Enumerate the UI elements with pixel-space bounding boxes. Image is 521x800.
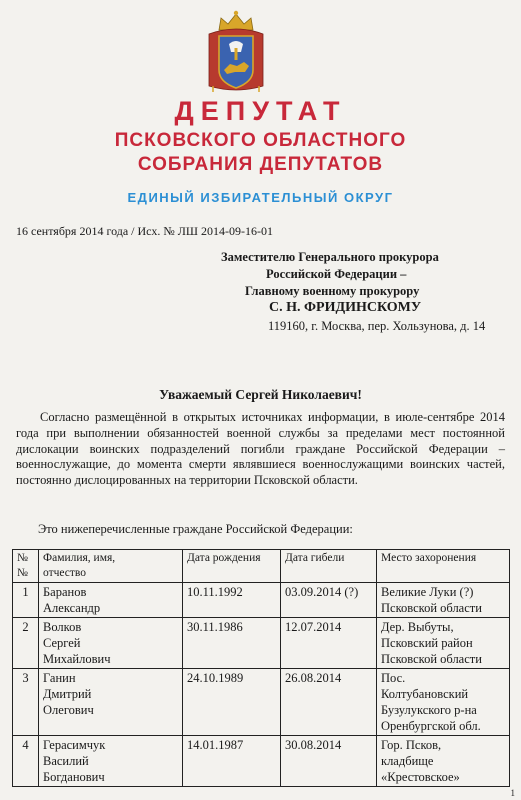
row-num: 4 bbox=[13, 736, 39, 787]
letterhead-title: ДЕПУТАТ bbox=[174, 96, 347, 126]
row-death: 03.09.2014 (?) bbox=[281, 583, 377, 618]
addressee-line-1: Заместителю Генерального прокурора bbox=[221, 250, 439, 264]
header-name-line-2: отчество bbox=[43, 567, 87, 579]
page-number: 1 bbox=[510, 788, 515, 798]
date-reference: 16 сентября 2014 года / Исх. № ЛШ 2014-09-16-01 bbox=[16, 224, 274, 238]
row-name-line: Баранов bbox=[43, 585, 87, 599]
header-name bbox=[39, 550, 183, 583]
table-header-row bbox=[13, 550, 510, 583]
row-death: 26.08.2014 bbox=[281, 669, 377, 736]
addressee-address: 119160, г. Москва, пер. Хользунова, д. 14 bbox=[268, 319, 486, 333]
intro-line: Это нижеперечисленные граждане Российской Федерации: bbox=[38, 522, 353, 536]
table-row bbox=[13, 618, 510, 669]
row-burial bbox=[377, 736, 510, 787]
table-row bbox=[13, 669, 510, 736]
header-burial: Место захоронения bbox=[377, 550, 510, 583]
addressee-name: С. Н. ФРИДИНСКОМУ bbox=[269, 300, 422, 315]
row-name-line: Герасимчук bbox=[43, 738, 106, 752]
row-name-line: Василий bbox=[43, 754, 89, 768]
row-burial bbox=[377, 669, 510, 736]
letterhead-line-2: СОБРАНИЯ ДЕПУТАТОВ bbox=[137, 154, 384, 175]
row-name-line: Дмитрий bbox=[43, 687, 92, 701]
row-death: 12.07.2014 bbox=[281, 618, 377, 669]
victims-table bbox=[12, 549, 510, 787]
letterhead-district: ЕДИНЫЙ ИЗБИРАТЕЛЬНЫЙ ОКРУГ bbox=[127, 190, 394, 205]
row-name-line: Волков bbox=[43, 620, 82, 634]
row-num: 1 bbox=[13, 583, 39, 618]
table-row bbox=[13, 736, 510, 787]
row-burial-line: Оренбургской обл. bbox=[381, 719, 481, 733]
row-name-line: Олегович bbox=[43, 703, 94, 717]
row-burial-line: кладбище bbox=[381, 754, 434, 768]
addressee-line-2: Российской Федерации – bbox=[266, 267, 407, 281]
row-name bbox=[39, 669, 183, 736]
row-burial-line: Гор. Псков, bbox=[381, 738, 442, 752]
header-birth: Дата рождения bbox=[183, 550, 281, 583]
row-burial-line: Псковской области bbox=[381, 601, 482, 615]
row-death: 30.08.2014 bbox=[281, 736, 377, 787]
row-name-line: Богданович bbox=[43, 770, 105, 784]
row-name bbox=[39, 736, 183, 787]
row-burial-line: Великие Луки (?) bbox=[381, 585, 474, 599]
row-burial-line: Колтубановский bbox=[381, 687, 469, 701]
row-burial-line: Псковской области bbox=[381, 652, 482, 666]
row-birth: 30.11.1986 bbox=[183, 618, 281, 669]
table-row bbox=[13, 583, 510, 618]
row-burial bbox=[377, 583, 510, 618]
row-num: 3 bbox=[13, 669, 39, 736]
row-name-line: Ганин bbox=[43, 671, 76, 685]
row-burial bbox=[377, 618, 510, 669]
row-burial-line: Пос. bbox=[381, 671, 406, 685]
row-name-line: Михайлович bbox=[43, 652, 111, 666]
addressee-line-3: Главному военному прокурору bbox=[245, 284, 420, 298]
row-name bbox=[39, 583, 183, 618]
header-name-line-1: Фамилия, имя, bbox=[43, 552, 116, 564]
row-birth: 14.01.1987 bbox=[183, 736, 281, 787]
body-paragraph: Согласно размещённой в открытых источниках информации, в июле-сентябре 2014 года при выполнении обязанностей военной службы за пределами мест постоянной дислокации воинских подразделений погибли граждане Российской Федерации – военнослужащие, до момента смерти являвшиеся военнослужащими воинских частей, постоянно дислоцированных на территории Псковской области. bbox=[16, 410, 505, 488]
pskov-coat-of-arms-icon bbox=[205, 8, 267, 94]
row-burial-line: Бузулукского р-на bbox=[381, 703, 477, 717]
salutation: Уважаемый Сергей Николаевич! bbox=[159, 387, 362, 402]
header-num: №№ bbox=[13, 550, 39, 583]
row-name-line: Александр bbox=[43, 601, 101, 615]
row-burial-line: Дер. Выбуты, bbox=[381, 620, 454, 634]
row-burial-line: Псковский район bbox=[381, 636, 473, 650]
header-death: Дата гибели bbox=[281, 550, 377, 583]
letterhead-line-1: ПСКОВСКОГО ОБЛАСТНОГО bbox=[114, 130, 407, 151]
row-birth: 10.11.1992 bbox=[183, 583, 281, 618]
row-name-line: Сергей bbox=[43, 636, 81, 650]
row-burial-line: «Крестовское» bbox=[381, 770, 460, 784]
row-name bbox=[39, 618, 183, 669]
row-birth: 24.10.1989 bbox=[183, 669, 281, 736]
row-num: 2 bbox=[13, 618, 39, 669]
